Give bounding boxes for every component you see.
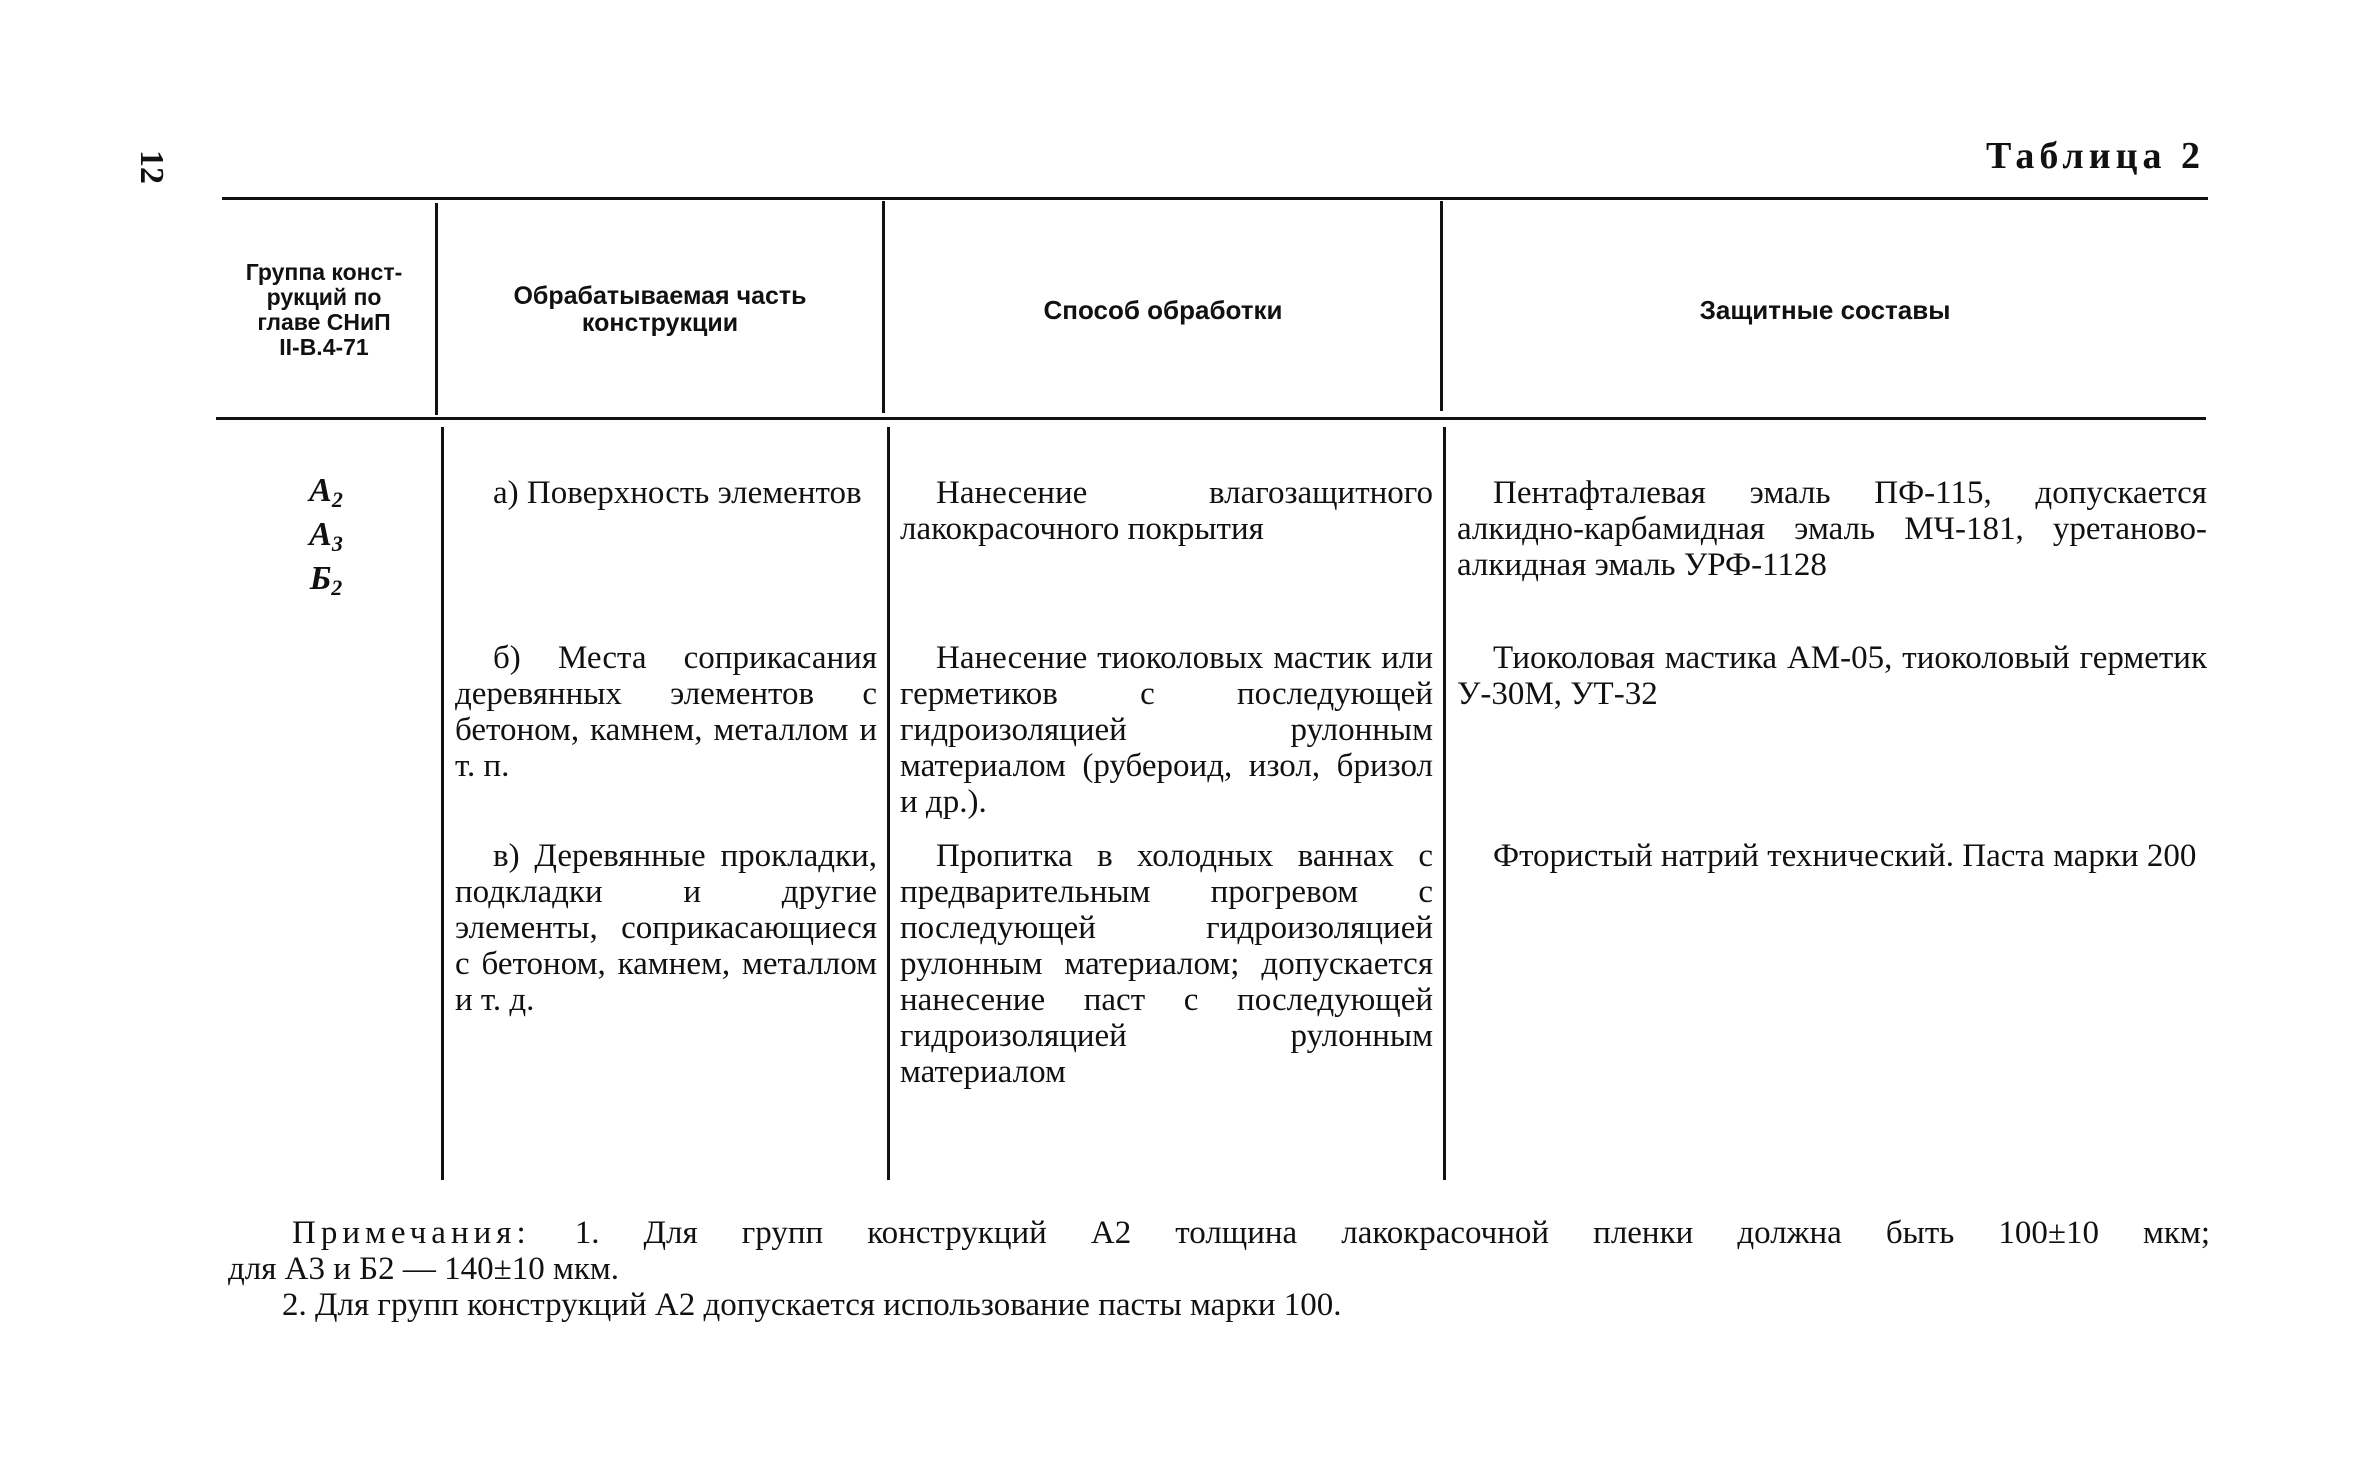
row-a-part: а) Поверхность элементов	[493, 475, 862, 511]
row-c-part: в) Деревянные прокладки, подкладки и другие элементы, соприкасающиеся с бетоном, камнем, металлом и т. д.	[455, 838, 877, 1018]
row-c-compounds: Фтористый натрий технический. Паста марки 200	[1493, 838, 2197, 874]
row-b-compounds: Тиоколовая мастика АМ-05, тиоколовый герметик У-30М, УТ-32	[1457, 640, 2207, 712]
header-part	[442, 205, 878, 415]
header-part-line: Обрабатываемая часть	[513, 282, 807, 310]
row-a-method: Нанесение влагозащитного лакокрасочного покрытия	[900, 475, 1433, 547]
group-label-a2: $A_2$	[309, 472, 343, 512]
row-a-compounds: Пентафталевая эмаль ПФ-115, допускается алкидно-карбамидная эмаль МЧ-181, уретаново-алкидная эмаль УРФ-1128	[1457, 475, 2207, 583]
group-labels	[296, 474, 356, 606]
body-divider-1	[441, 427, 444, 1180]
table-caption: Таблица 2	[1985, 135, 2205, 177]
note-1-line-1	[228, 1215, 2210, 1251]
note-1-text: 1. Для групп конструкций A2 толщина лакокрасочной пленки должна быть 100±10 мкм;	[574, 1215, 2211, 1251]
table-notes	[228, 1215, 2210, 1323]
header-method-line: Способ обработки	[1043, 295, 1283, 325]
note-2: 2. Для групп конструкций A2 допускается использование пасты марки 100.	[282, 1287, 1342, 1323]
table-top-rule	[222, 197, 2208, 200]
row-c-method: Пропитка в холодных ваннах с предварительным прогревом с последующей гидроизоляцией рулонным материалом; допускается нанесение паст с последующей гидроизоляцией рулонным материалом	[900, 838, 1433, 1090]
page-number: 12	[133, 150, 170, 184]
header-method	[889, 205, 1437, 415]
body-divider-3	[1443, 427, 1446, 1180]
group-label-b2: $Б_2$	[309, 560, 343, 600]
row-b-method: Нанесение тиоколовых мастик или герметиков с последующей гидроизоляцией рулонным материалом (рубероид, изол, бризол и др.).	[900, 640, 1433, 820]
header-group-line: Группа конст-	[245, 259, 403, 285]
header-part-line: конструкции	[581, 309, 739, 337]
header-bottom-rule	[216, 417, 2206, 420]
header-group-line: II-B.4-71	[279, 334, 369, 360]
body-divider-2	[887, 427, 890, 1180]
header-group-line: рукций по	[266, 284, 382, 310]
notes-label: Примечания:	[292, 1215, 531, 1251]
group-label-a3: $A_3$	[309, 516, 343, 556]
row-b-part: б) Места соприкасания деревянных элементов с бетоном, камнем, металлом и т. п.	[455, 640, 877, 784]
header-group	[218, 205, 430, 415]
header-compounds	[1447, 205, 2203, 415]
note-1-line-2: для A3 и Б2 — 140±10 мкм.	[228, 1251, 620, 1287]
header-group-line: главе СНиП	[257, 309, 391, 335]
header-compounds-line: Защитные составы	[1699, 295, 1951, 325]
header-divider-3	[1440, 201, 1443, 411]
header-divider-2	[882, 201, 885, 413]
header-divider-1	[435, 203, 438, 415]
